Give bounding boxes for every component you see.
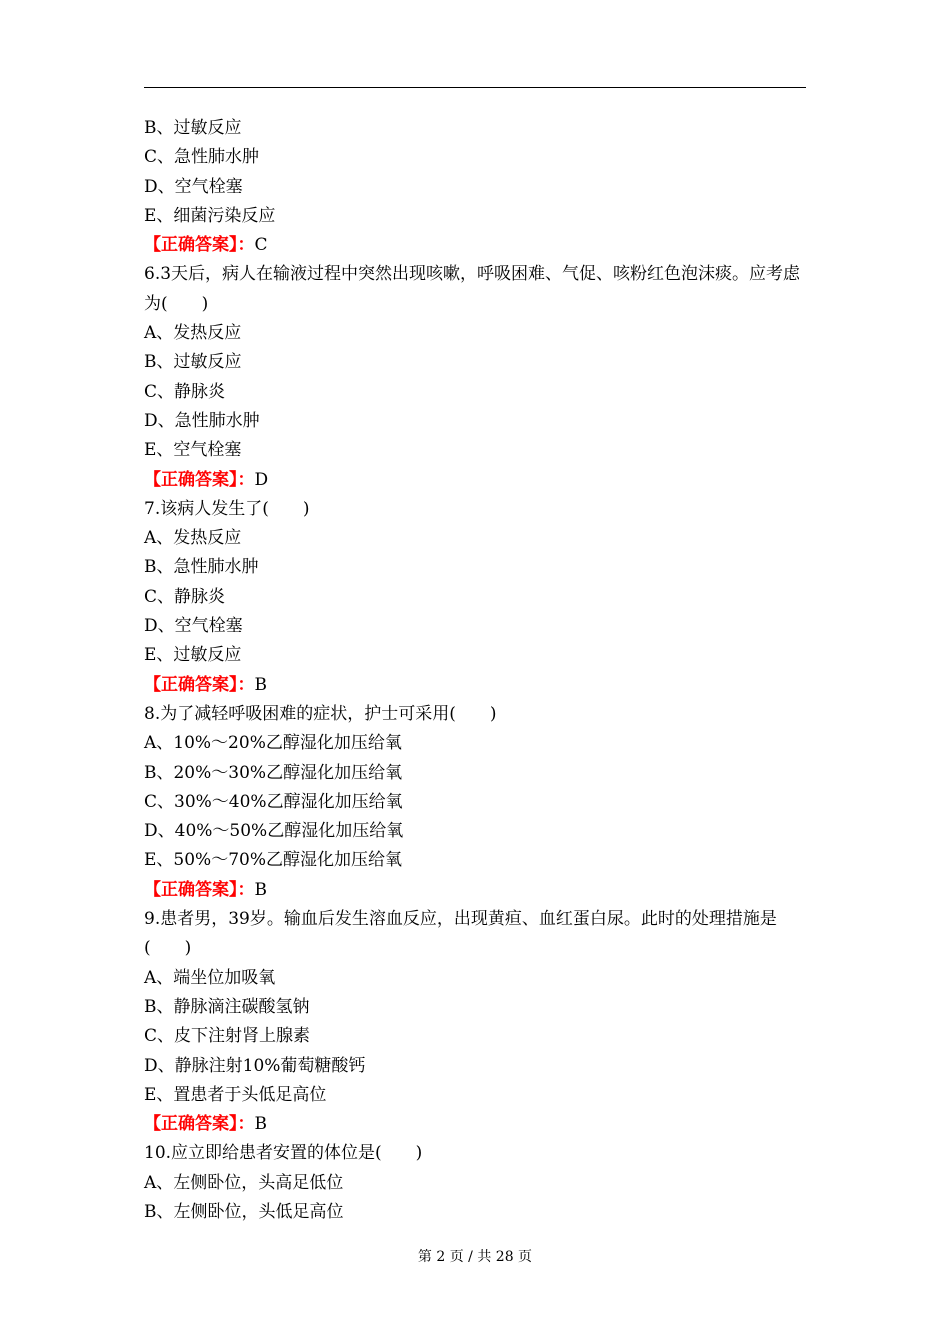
option: D、40%～50%乙醇湿化加压给氧	[144, 821, 404, 842]
option: E、置患者于头低足高位	[144, 1084, 327, 1105]
page-footer: 第 2 页 / 共 28 页	[417, 1249, 533, 1265]
option: C、静脉炎	[144, 381, 226, 402]
option: C、急性肺水肿	[144, 147, 260, 168]
answer-value: B	[254, 1114, 267, 1135]
answer-value: B	[254, 674, 267, 695]
answer-line	[144, 1110, 806, 1139]
option: D、空气栓塞	[144, 176, 243, 197]
question-stem: 6.3天后，病人在输液过程中突然出现咳嗽，呼吸困难、气促、咳粉红色泡沫痰。应考虑为( )	[144, 264, 801, 314]
option: A、端坐位加吸氧	[144, 967, 276, 988]
answer-line	[144, 231, 806, 260]
answer-label: 【正确答案】：	[144, 1114, 255, 1135]
option: E、50%～70%乙醇湿化加压给氧	[144, 850, 402, 871]
header-rule	[144, 87, 806, 88]
option: C、30%～40%乙醇湿化加压给氧	[144, 791, 403, 812]
answer-line	[144, 671, 806, 700]
option: D、空气栓塞	[144, 616, 243, 637]
option: B、过敏反应	[144, 352, 242, 373]
page-content	[144, 114, 806, 1227]
answer-value: B	[254, 879, 267, 900]
option: C、静脉炎	[144, 586, 226, 607]
option: A、发热反应	[144, 528, 242, 549]
option: A、10%～20%乙醇湿化加压给氧	[144, 733, 402, 754]
option: D、急性肺水肿	[144, 410, 260, 431]
option: A、左侧卧位，头高足低位	[144, 1172, 344, 1193]
answer-label: 【正确答案】：	[144, 235, 255, 256]
option: C、皮下注射肾上腺素	[144, 1026, 311, 1047]
answer-line	[144, 466, 806, 495]
answer-label: 【正确答案】：	[144, 469, 255, 490]
question-stem: 9.患者男，39岁。输血后发生溶血反应，出现黄疸、血红蛋白尿。此时的处理措施是( )	[144, 909, 777, 959]
option: B、过敏反应	[144, 118, 242, 138]
option: E、空气栓塞	[144, 440, 242, 461]
question-stem: 10.应立即给患者安置的体位是( )	[144, 1143, 423, 1164]
option: A、发热反应	[144, 323, 242, 344]
question-stem: 7.该病人发生了( )	[144, 498, 310, 519]
answer-label: 【正确答案】：	[144, 674, 255, 695]
option: B、静脉滴注碳酸氢钠	[144, 996, 310, 1017]
answer-value: D	[254, 469, 269, 490]
answer-line	[144, 876, 806, 905]
option: B、急性肺水肿	[144, 557, 259, 578]
question-stem: 8.为了减轻呼吸困难的症状，护士可采用( )	[144, 703, 497, 724]
option: E、细菌污染反应	[144, 205, 276, 226]
answer-label: 【正确答案】：	[144, 879, 255, 900]
option: D、静脉注射10%葡萄糖酸钙	[144, 1055, 366, 1076]
option: B、左侧卧位，头低足高位	[144, 1201, 344, 1222]
option: B、20%～30%乙醇湿化加压给氧	[144, 762, 403, 783]
answer-value: C	[254, 235, 268, 256]
option: E、过敏反应	[144, 645, 242, 666]
